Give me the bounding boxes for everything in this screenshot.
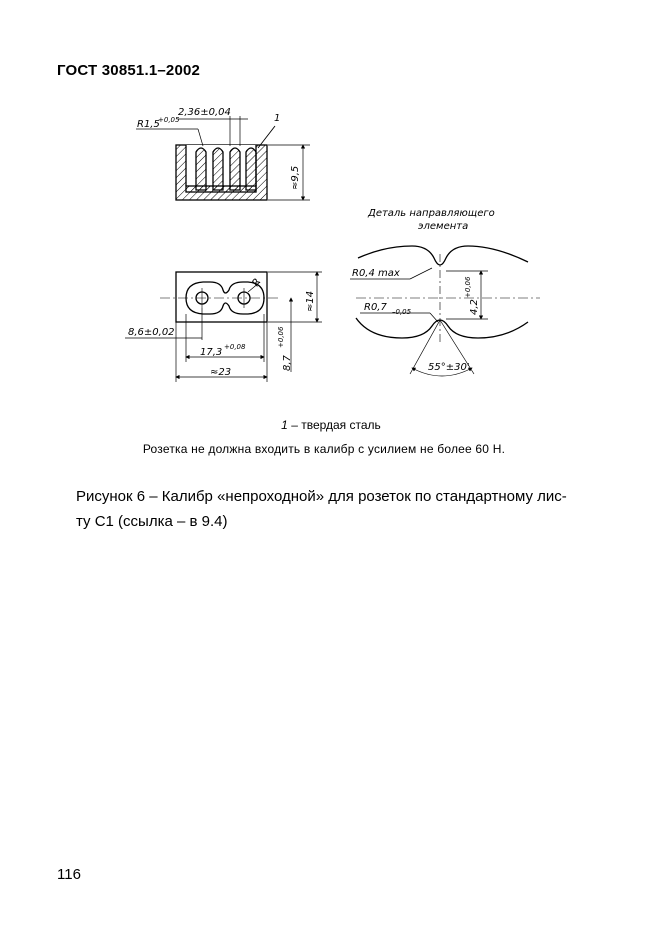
- dim-8-6: 8,6±0,02: [128, 327, 175, 338]
- dim-14: ≈14: [305, 290, 316, 312]
- dim-r0-7-tol: –0,05: [392, 308, 412, 316]
- dim-8-7-tol: +0,06: [277, 326, 285, 348]
- dim-4-2: 4,2: [469, 299, 480, 315]
- figure-caption: [76, 484, 596, 534]
- dim-55-deg: 55°±30': [428, 362, 470, 373]
- drawing-svg: [0, 0, 662, 420]
- dim-17-3: 17,3: [200, 347, 223, 358]
- legend-number: 1: [281, 418, 288, 432]
- section-view: [136, 116, 310, 200]
- dim-2-36: 2,36±0,04: [178, 107, 231, 118]
- dim-r0-4: R0,4 max: [352, 268, 400, 279]
- document-header: ГОСТ 30851.1–2002: [57, 62, 201, 79]
- detail-title-line2: элемента: [418, 221, 469, 232]
- dim-r: R: [250, 276, 264, 289]
- section-pins: [186, 148, 256, 192]
- dim-17-3-tol: +0,08: [224, 343, 246, 351]
- dim-4-2-tol: +0,06: [464, 276, 472, 298]
- dim-8-7: 8,7: [282, 355, 293, 371]
- dim-r1-5-tol: +0,05: [158, 116, 180, 124]
- figure-legend: [0, 418, 662, 432]
- callout-1: 1: [274, 113, 281, 124]
- technical-drawing: [0, 0, 662, 420]
- legend-text: – твердая сталь: [287, 418, 381, 432]
- dim-23: ≈23: [210, 367, 232, 378]
- figure-note: Розетка не должна входить в калибр с усилием не более 60 Н.: [142, 442, 506, 456]
- caption-line-1: Рисунок 6 – Калибр «непроходной» для розеток по стандартному лис-: [76, 488, 567, 505]
- dim-9-5: ≈9,5: [290, 165, 301, 190]
- page-number: 116: [57, 866, 81, 883]
- dim-r1-5: R1,5: [137, 119, 160, 130]
- dim-r0-7: R0,7: [364, 302, 387, 313]
- caption-line-2: ту С1 (ссылка – в 9.4): [76, 513, 228, 530]
- detail-title-line1: Деталь направляющего: [368, 208, 495, 219]
